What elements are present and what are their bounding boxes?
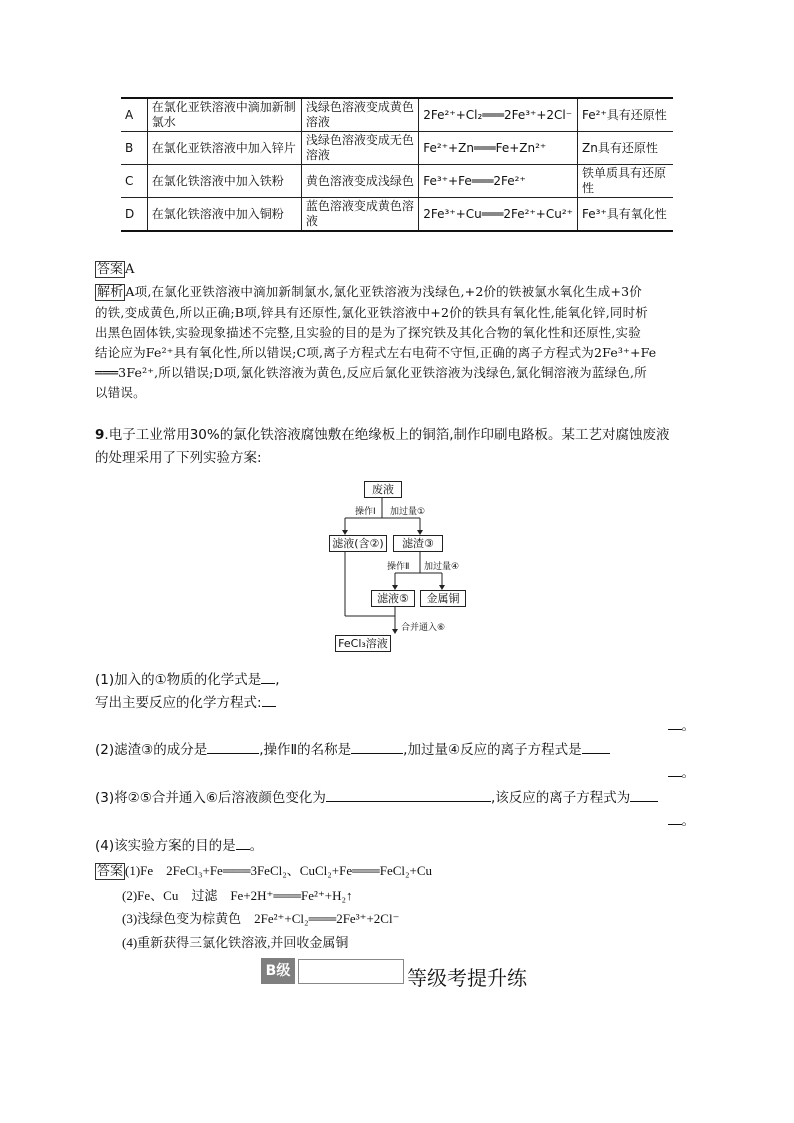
answer-value: A	[125, 262, 135, 277]
answer-tag: 答案	[97, 864, 124, 879]
conclusion-cell: Fe³⁺具有氧化性	[578, 198, 674, 232]
equation-cell: 2Fe²⁺+Cl₂═══2Fe³⁺+2Cl⁻	[419, 98, 578, 132]
equation-cell: Fe³⁺+Fe═══2Fe²⁺	[419, 165, 578, 198]
q9-part1: (1)加入的①物质的化学式是 , 写出主要反应的化学方程式: 。	[95, 672, 695, 734]
answer-blank[interactable]	[351, 740, 403, 754]
option-cell: C	[121, 165, 147, 198]
filtrate5-box: 滤液⑤	[371, 590, 415, 607]
phenomenon-cell: 蓝色溶液变成黄色溶液	[301, 198, 418, 232]
answer-blank[interactable]	[326, 788, 491, 802]
residue3-box: 滤渣③	[393, 535, 443, 552]
answer-tag: 答案	[97, 262, 124, 277]
section-blank-box	[298, 959, 404, 984]
experiment-table	[121, 97, 673, 232]
waste-liquid-box: 废液	[364, 481, 402, 498]
option-cell: D	[121, 198, 147, 232]
operation-cell: 在氯化铁溶液中加入铜粉	[147, 198, 301, 232]
question-number: 9	[95, 427, 105, 443]
table-row	[121, 132, 673, 165]
q9-part3: (3)将②⑤合并通入⑥后溶液颜色变化为 ,该反应的离子方程式为 。	[95, 790, 695, 829]
process-flowchart	[325, 478, 485, 653]
analysis-line: 出黑色固体铁,实验现象描述不完整,且实验的目的是为了探究铁及其化合物的氧化性和还原性,实验	[95, 325, 641, 340]
analysis-line: 以错误。	[95, 385, 146, 400]
analysis-line: 的铁,变成黄色,所以正确;B项,锌具有还原性,氯化亚铁溶液中+2价的铁具有氧化性,能氧化锌,同时析	[95, 305, 648, 320]
section-title: 等级考提升练	[407, 966, 527, 990]
add-reagent1-label: 加过量①	[390, 507, 426, 517]
phenomenon-cell: 黄色溶液变成浅绿色	[301, 165, 418, 198]
conclusion-cell: 铁单质具有还原性	[578, 165, 674, 198]
operation2-label: 操作Ⅱ	[387, 562, 410, 572]
product-box: FeCl₃溶液	[335, 635, 391, 652]
operation1-label: 操作Ⅰ	[355, 507, 376, 517]
filtrate2-box: 滤液(含②)	[329, 535, 387, 552]
answer-blank[interactable]	[668, 716, 682, 730]
option-cell: B	[121, 132, 147, 165]
q9-part2: (2)滤渣③的成分是 ,操作Ⅱ的名称是 ,加过量④反应的离子方程式是 。	[95, 742, 695, 781]
equation-cell: Fe²⁺+Zn═══Fe+Zn²⁺	[419, 132, 578, 165]
analysis-line: 解析 A项,在氯化亚铁溶液中滴加新制氯水,氯化亚铁溶液为浅绿色,+2价的铁被氯水氧化生成+3价	[97, 284, 643, 300]
phenomenon-cell: 浅绿色溶液变成黄色溶液	[301, 98, 418, 132]
answer-blank[interactable]	[668, 811, 682, 825]
option-cell: A	[121, 98, 147, 132]
copper-box: 金属铜	[420, 590, 466, 607]
conclusion-cell: Fe²⁺具有还原性	[578, 98, 674, 132]
answer-blank[interactable]	[236, 836, 250, 850]
level-badge: B级	[261, 958, 295, 984]
q8-analysis	[95, 282, 705, 403]
table-row	[121, 98, 673, 132]
answer-blank[interactable]	[261, 670, 275, 684]
operation-cell: 在氯化铁溶液中加入铁粉	[147, 165, 301, 198]
q9-part4: (4)该实验方案的目的是 。	[95, 838, 264, 854]
merge-label: 合并通入⑥	[401, 623, 446, 633]
q9-stem: 9.电子工业常用30%的氯化铁溶液腐蚀敷在绝缘板上的铜箔,制作印刷电路板。某工艺对腐蚀废液 的处理采用了下列实验方案:	[95, 427, 670, 466]
analysis-tag: 解析	[97, 285, 124, 300]
equation-cell: 2Fe³⁺+Cu═══2Fe²⁺+Cu²⁺	[419, 198, 578, 232]
q9-answers: 答案 (1)Fe 2FeCl₃+Fe═══3FeCl₂、CuCl₂+Fe═══FeCl₂+Cu (2)Fe、Cu 过滤 Fe+2H⁺═══Fe²⁺+H₂↑ (3)浅绿色变为棕黄色 2Fe²⁺+Cl₂═══2Fe³⁺+2Cl⁻ (4)重新获得三氯化铁溶液,并回收金属铜	[97, 863, 433, 950]
operation-cell: 在氯化亚铁溶液中加入锌片	[147, 132, 301, 165]
add-reagent4-label: 加过量④	[424, 562, 460, 572]
analysis-line: 结论应为Fe²⁺具有氧化性,所以错误;C项,离子方程式左右电荷不守恒,正确的离子方程式为2Fe³⁺+Fe	[95, 345, 657, 360]
answer-blank[interactable]	[668, 763, 682, 777]
answer-blank[interactable]	[582, 740, 610, 754]
q8-answer	[95, 258, 134, 277]
table-row	[121, 165, 673, 198]
answer-blank[interactable]	[207, 740, 259, 754]
answer-blank[interactable]	[262, 693, 276, 707]
phenomenon-cell: 浅绿色溶液变成无色溶液	[301, 132, 418, 165]
operation-cell: 在氯化亚铁溶液中滴加新制氯水	[147, 98, 301, 132]
answer-blank[interactable]	[630, 788, 658, 802]
analysis-line: ═══3Fe²⁺,所以错误;D项,氯化铁溶液为黄色,反应后氯化亚铁溶液为浅绿色,氯化铜溶液为蓝绿色,所	[95, 365, 647, 380]
table-row	[121, 198, 673, 232]
conclusion-cell: Zn具有还原性	[578, 132, 674, 165]
